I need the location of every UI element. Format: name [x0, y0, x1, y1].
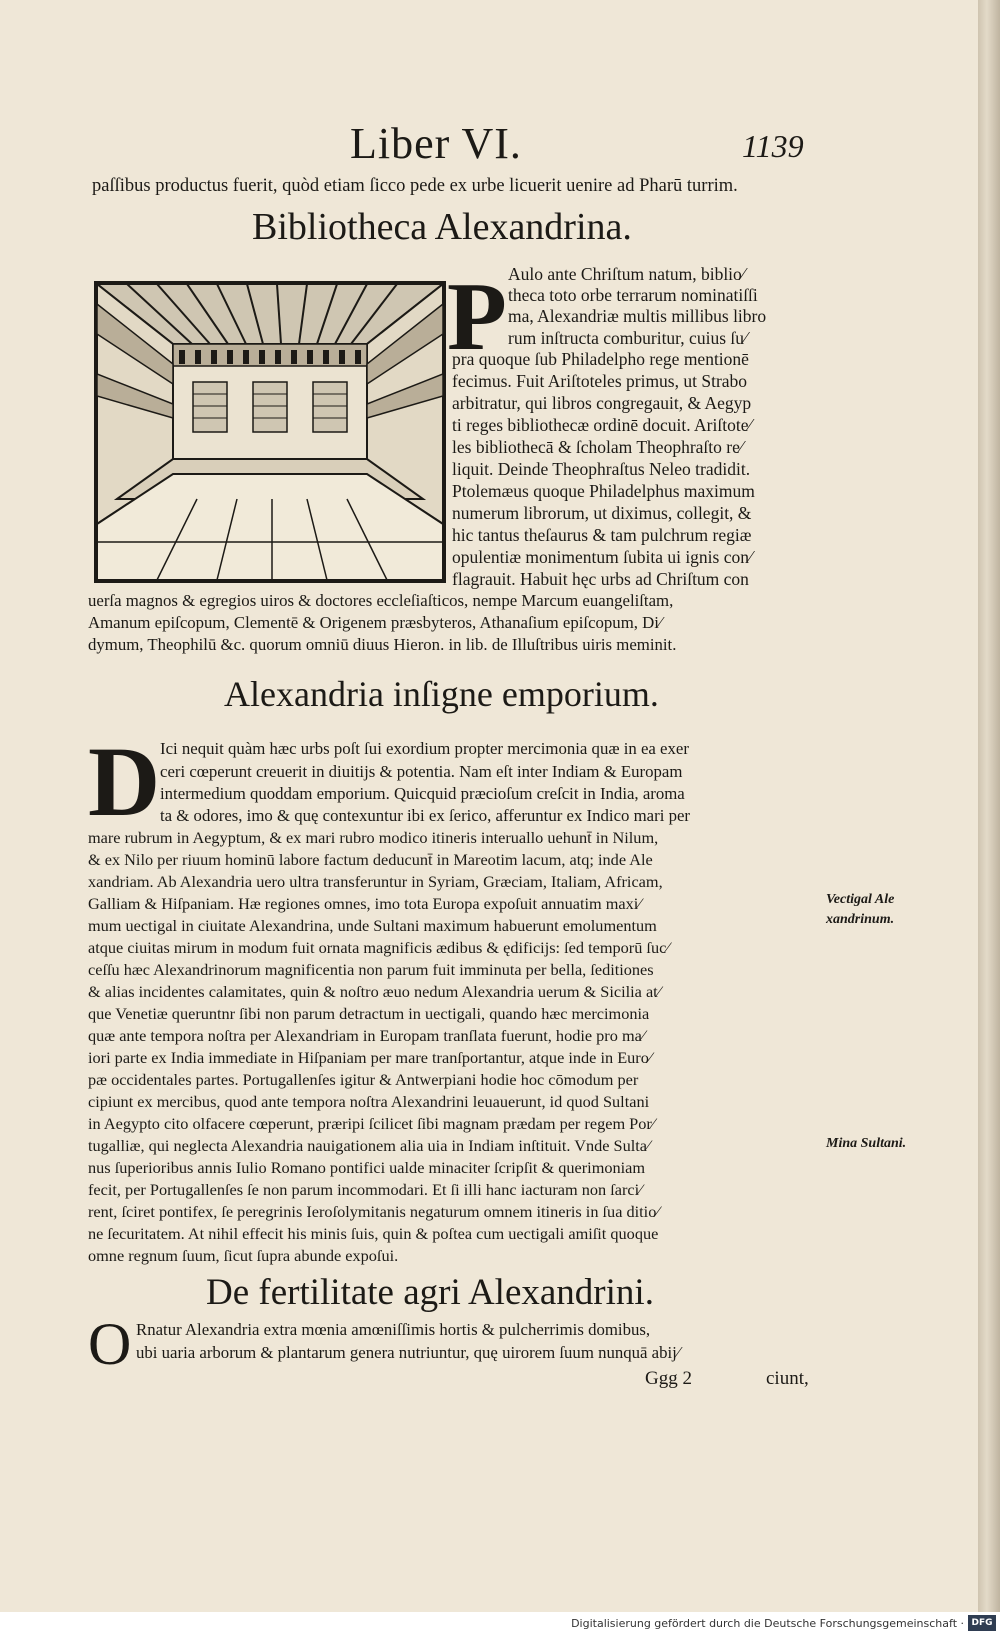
text-line: flagrauit. Habuit hęc urbs ad Chriſtum con [452, 569, 749, 589]
text-line: hic tantus theſaurus & tam pulchrum regiæ [452, 525, 752, 545]
text-line: nus ſuperioribus annis Iulio Romano pontifici ualde minaciter ſcripſit & querimoniam [88, 1158, 646, 1177]
dropcap-o: O [88, 1311, 132, 1377]
text-line: xandriam. Ab Alexandria uero ultra transferuntur in Syriam, Græciam, Italiam, Africam, [88, 872, 663, 891]
text-line: rent, ſciret pontifex, ſe peregrinis Ieroſolymitanis negaturum omnem itineris in ſua ditio⁄ [88, 1202, 660, 1221]
text-line: les bibliothecā & ſcholam Theophraſto re⁄ [452, 437, 743, 457]
page-edge [978, 0, 1000, 1612]
text-line: arbitratur, qui libros congregauit, & Aegyp [452, 393, 752, 413]
text-line: fecimus. Fuit Ariſtoteles primus, ut Strabo [452, 371, 748, 391]
text-line: omne regnum ſuum, ſicut ſupra abunde expoſui. [88, 1246, 399, 1265]
text-line: liquit. Deinde Theophraſtus Neleo tradidit. [452, 459, 751, 479]
dropcap-p: P [447, 263, 507, 371]
text-line: opulentiæ monimentum ſubita ui ignis con⁄ [452, 547, 752, 567]
text-line: fecit, per Portugallenſes ſe non parum incommodari. Et ſi illi hanc iacturam non ſarci⁄ [88, 1180, 642, 1199]
text-line: Aulo ante Chriſtum natum, biblio⁄ [508, 264, 745, 284]
library-woodcut-illustration [94, 281, 446, 583]
text-line: iori parte ex India immediate in Hiſpaniam per mare tranſportantur, atque inde in Euro⁄ [88, 1048, 652, 1067]
text-line: & alias incidentes calamitates, quin & noſtro æuo nedum Alexandria uerum & Sicilia at⁄ [88, 982, 661, 1001]
text-line: que Venetiæ queruntnr ſibi non parum detractum in uectigali, quando hæc mercimonia [88, 1004, 650, 1023]
text-line: ubi uaria arborum & plantarum genera nutriuntur, quę uirorem ſuum nunquā abij⁄ [136, 1343, 680, 1362]
marginal-note-mina: Mina Sultani. [826, 1136, 907, 1151]
marginal-note-vectigal: Vectigal Ale [826, 892, 895, 907]
dropcap-d: D [88, 726, 161, 837]
text-line: pra quoque ſub Philadelpho rege mentionē [452, 349, 749, 369]
text-line: intermedium quoddam emporium. Quicquid præcioſum creſcit in India, aroma [160, 784, 685, 803]
text-line: ma, Alexandriæ multis millibus libro [508, 306, 767, 326]
marginal-note-vectigal-cont: xandrinum. [826, 912, 895, 927]
running-head: Liber VI. [350, 119, 522, 168]
text-line: dymum, Theophilū &c. quorum omniū diuus Hieron. in lib. de Illuſtribus uiris meminit. [88, 635, 677, 654]
intro-line: paſſibus productus fuerit, quòd etiam ſicco pede ex urbe licuerit uenire ad Pharū turrim. [92, 176, 738, 196]
text-line: Ptolemæus quoque Philadelphus maximum [452, 481, 755, 501]
text-line: Ici nequit quàm hæc urbs poſt ſui exordium propter mercimonia quæ in ea exer [160, 739, 689, 758]
text-line: tugalliæ, qui neglecta Alexandria nauigationem alia uia in Indiam inſtituit. Vnde Sulta⁄ [88, 1136, 650, 1155]
signature-mark: Ggg 2 [645, 1368, 692, 1389]
page-number: 1139 [742, 128, 804, 164]
text-line: & ex Nilo per riuum hominū labore factum deducunt̄ in Mareotim lacum, atq; inde Ale [88, 850, 653, 869]
text-line: rum inſtructa comburitur, cuius ſu⁄ [508, 328, 747, 348]
dfg-logo: DFG [968, 1615, 996, 1631]
library-room-image [97, 284, 443, 580]
text-line: ceri cœperunt creuerit in diuitijs & potentia. Nam eſt inter Indiam & Europam [160, 762, 683, 781]
section-heading-fertilitate: De fertilitate agri Alexandrini. [206, 1272, 654, 1313]
text-line: atque ciuitas mirum in modum fuit ornata magnificis ædibus & ędificijs: ſed temporū ſuc⁄ [88, 938, 670, 957]
text-line: uerſa magnos & egregios uiros & doctores eccleſiaſticos, nempe Marcum euangeliſtam, [88, 591, 674, 610]
footer-credit: Digitalisierung gefördert durch die Deutsche Forschungsgemeinschaft · [571, 1617, 964, 1630]
text-line: ne ſecuritatem. At nihil effecit his minis ſuis, quin & poſtea cum uectigali amiſit quoque [88, 1224, 659, 1243]
text-line: cipiunt ex mercibus, quod ante tempora noſtra Alexandrini leuauerunt, id quod Sultani [88, 1092, 650, 1111]
text-line: Amanum epiſcopum, Clementē & Origenem præsbyteros, Athanaſium epiſcopum, Di⁄ [88, 613, 662, 632]
text-line: numerum librorum, ut diximus, collegit, & [452, 503, 752, 523]
text-line: theca toto orbe terrarum nominatiſſi [508, 285, 758, 305]
catchword: ciunt, [766, 1368, 809, 1389]
text-line: ta & odores, imo & quę contexuntur ibi ex ſerico, afferuntur ex Indico mari per [160, 806, 690, 825]
section-heading-emporium: Alexandria inſigne emporium. [224, 674, 659, 714]
text-line: ti reges bibliothecæ ordinē docuit. Ariſtote⁄ [452, 415, 752, 435]
text-line: in Aegypto cito olfacere cœperunt, præripi ſcilicet ſibi magnam prædam per regem Por⁄ [88, 1114, 655, 1133]
text-line: mum uectigal in ciuitate Alexandrina, unde Sultani maximum habuerunt emolumentum [88, 916, 657, 935]
text-line: mare rubrum in Aegyptum, & ex mari rubro modico itineris interuallo uehunt̄ in Nilum, [88, 828, 659, 847]
text-line: pæ occidentales partes. Portugallenſes igitur & Antwerpiani hodie hoc cōmodum per [88, 1070, 639, 1089]
section-heading-bibliotheca: Bibliotheca Alexandrina. [252, 206, 632, 248]
text-line: quæ ante tempora noſtra per Alexandriam in Europam tranſlata fuerunt, hodie pro ma⁄ [88, 1026, 645, 1045]
text-line: ceſſu hæc Alexandrinorum magnificentia non parum fuit imminuta per bella, ſeditiones [88, 960, 654, 979]
text-line: Rnatur Alexandria extra mœnia amœniſſimis hortis & pulcherrimis domibus, [136, 1320, 651, 1339]
text-line: Galliam & Hiſpaniam. Hæ regiones omnes, imo tota Europa expoſuit annuatim maxi⁄ [88, 894, 642, 913]
